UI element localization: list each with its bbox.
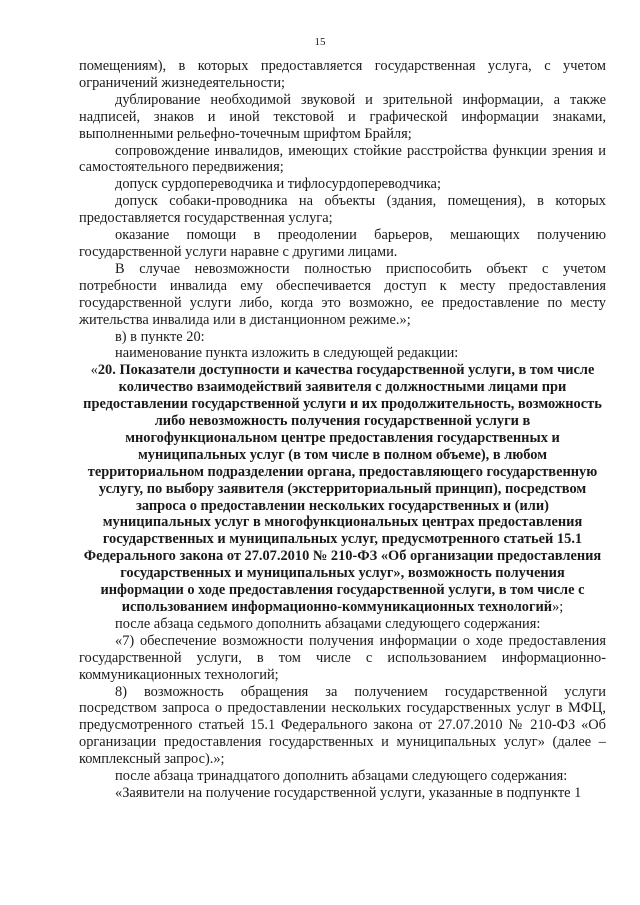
open-quote: « xyxy=(90,362,98,379)
paragraph: помещениям), в которых предоставляется государственная услуга, с учетом ограничений жизнедеятельности; xyxy=(79,58,606,91)
paragraph: после абзаца тринадцатого дополнить абзацами следующего содержания: xyxy=(115,768,568,785)
paragraph: оказание помощи в преодолении барьеров, мешающих получению государственной услуги наравне с другими лицами. xyxy=(79,227,606,260)
paragraph: допуск собаки-проводника на объекты (здания, помещения), в которых предоставляется государственная услуга; xyxy=(79,193,606,227)
document-body xyxy=(79,58,606,802)
bold-heading-block xyxy=(83,362,602,616)
paragraph: «Заявители на получение государственной услуги, указанные в подпункте 1 xyxy=(115,784,582,801)
bold-heading-text: 20. Показатели доступности и качества государственной услуги, в том числе количество взаимодействий заявителя с должностными лицами при предоставлении государственной услуги и их продолжительность, возможность либо невозможность получения государственной услуги в многофункциональном центре предоставления государственных и муниципальных услуг (в том числе в полном объеме), в любом территориальном подразделении органа, предоставляющего государственную услугу, по выбору заявителя (экстерриториальный принцип), посредством запроса о предоставлении нескольких государственных и (или) муниципальных услуг в многофункциональных центрах предоставления государственных и муниципальных услуг, предусмотренного статьей 15.1 Федерального закона от 27.07.2010 № 210-ФЗ «Об организации предоставления государственных и муниципальных услуг», возможность получения информации о ходе предоставления государственной услуги, в том числе с использованием информационно-коммуникационных технологий xyxy=(83,362,602,615)
close-quote: »; xyxy=(552,599,564,615)
page-number: 15 xyxy=(314,36,326,48)
paragraph: 8) возможность обращения за получением государственной услуги посредством запроса о предоставлении нескольких государственных услуг в МФЦ, предусмотренного статьей 15.1 Федерального закона от 27.07.2010 № 210-ФЗ «Об организации предоставления государственных и муниципальных услуг» (далее – комплексный запрос).»; xyxy=(79,683,606,768)
paragraph: дублирование необходимой звуковой и зрительной информации, а также надписей, знаков и иной текстовой и графической информации знаками, выполненными рельефно-точечным шрифтом Брайля; xyxy=(79,91,606,142)
paragraph: «7) обеспечение возможности получения информации о ходе предоставления государственной услуги, в том числе с использованием информационно-коммуникационных технологий; xyxy=(79,632,606,683)
paragraph: В случае невозможности полностью приспособить объект с учетом потребности инвалида ему обеспечивается доступ к месту предоставления государственной услуги либо, когда это возможно, ее предоставление по месту жительства инвалида или в дистанционном режиме.»; xyxy=(79,260,606,328)
paragraph: сопровождение инвалидов, имеющих стойкие расстройства функции зрения и самостоятельного передвижения; xyxy=(79,142,606,176)
paragraph: наименование пункта изложить в следующей редакции: xyxy=(115,345,459,362)
paragraph: после абзаца седьмого дополнить абзацами следующего содержания: xyxy=(115,615,541,632)
paragraph: в) в пункте 20: xyxy=(115,328,205,345)
paragraph: допуск сурдопереводчика и тифлосурдопереводчика; xyxy=(115,176,441,193)
